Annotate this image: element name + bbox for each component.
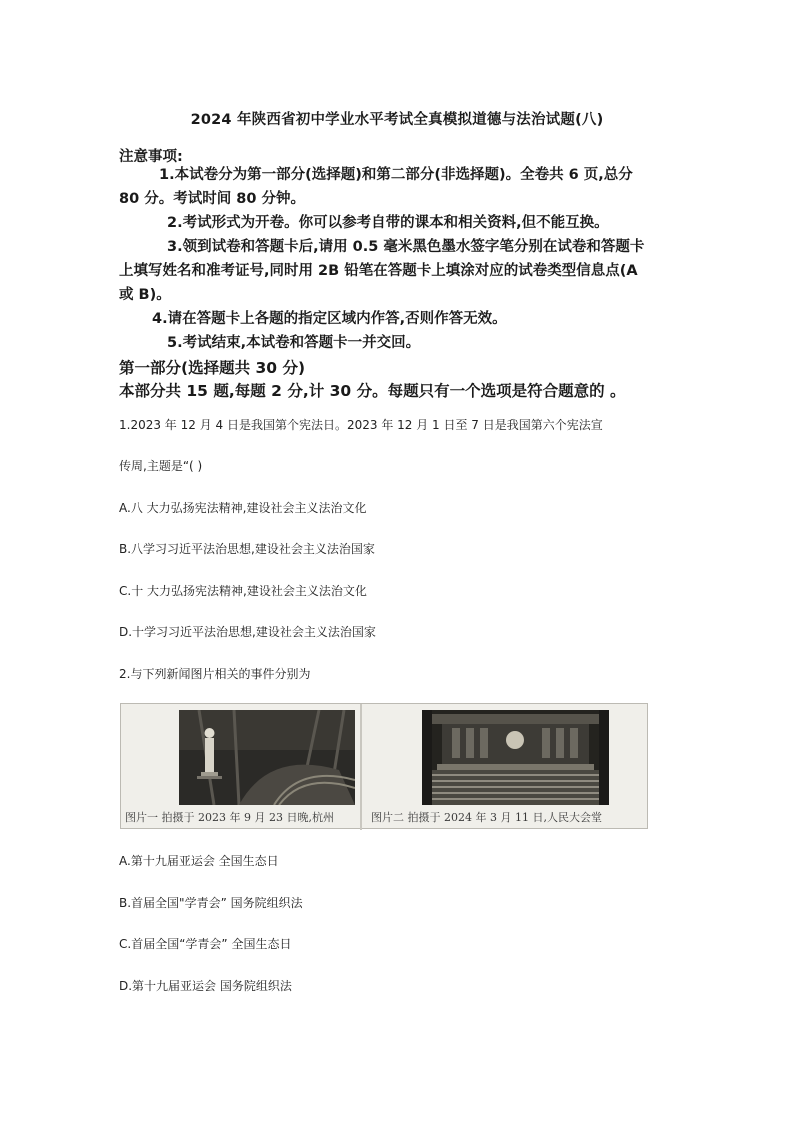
q2-option-b: B.首届全国"学青会” 国务院组织法 <box>119 896 303 910</box>
photo-great-hall <box>422 710 609 805</box>
q2-option-c: C.首届全国“学青会” 全国生态日 <box>119 937 292 951</box>
photo-asian-games <box>179 710 355 805</box>
exam-title: 2024 年陕西省初中学业水平考试全真模拟道德与法治试题(八) <box>190 112 604 128</box>
q1-option-b: B.八学习习近平法治思想,建设社会主义法治国家 <box>119 542 375 556</box>
notice-line: 或 B)。 <box>119 287 171 303</box>
q2-option-a: A.第十九届亚运会 全国生态日 <box>119 854 279 868</box>
photo-caption-1: 图片一 拍摄于 2023 年 9 月 23 日晚,杭州 <box>125 811 334 824</box>
question-1-line2: 传周,主题是“( ) <box>119 459 203 473</box>
photo-divider <box>360 704 362 830</box>
notice-heading: 注意事项: <box>119 149 183 165</box>
notice-line: 5.考试结束,本试卷和答题卡一并交回。 <box>167 335 421 351</box>
photo-caption-2: 图片二 拍摄于 2024 年 3 月 11 日,人民大会堂 <box>371 811 602 824</box>
q1-option-d: D.十学习习近平法治思想,建设社会主义法治国家 <box>119 625 376 639</box>
q1-option-a: A.八 大力弘扬宪法精神,建设社会主义法治文化 <box>119 501 367 515</box>
news-photos <box>120 703 648 829</box>
question-2-stem: 2.与下列新闻图片相关的事件分别为 <box>119 667 311 681</box>
asian-games-ceremony-image <box>179 710 355 805</box>
notice-line: 80 分。考试时间 80 分钟。 <box>119 191 305 207</box>
question-1-line1: 1.2023 年 12 月 4 日是我国第个宪法日。2023 年 12 月 1 日至 7 日是我国第六个宪法宣 <box>119 418 603 432</box>
notice-line: 2.考试形式为开卷。你可以参考自带的课本和相关资料,但不能互换。 <box>167 215 609 231</box>
notice-line: 3.领到试卷和答题卡后,请用 0.5 毫米黑色墨水签字笔分别在试卷和答题卡 <box>167 239 645 255</box>
notice-line: 上填写姓名和准考证号,同时用 2B 铅笔在答题卡上填涂对应的试卷类型信息点(A <box>119 263 638 279</box>
q2-option-d: D.第十九届亚运会 国务院组织法 <box>119 979 292 993</box>
notice-line: 4.请在答题卡上各题的指定区域内作答,否则作答无效。 <box>152 311 507 327</box>
part1-instruction: 本部分共 15 题,每题 2 分,计 30 分。每题只有一个选项是符合题意的 。 <box>119 382 626 400</box>
notice-line: 1.本试卷分为第一部分(选择题)和第二部分(非选择题)。全卷共 6 页,总分 <box>159 167 633 183</box>
part1-title: 第一部分(选择题共 30 分) <box>119 359 306 377</box>
great-hall-session-image <box>422 710 609 805</box>
q1-option-c: C.十 大力弘扬宪法精神,建设社会主义法治文化 <box>119 584 367 598</box>
